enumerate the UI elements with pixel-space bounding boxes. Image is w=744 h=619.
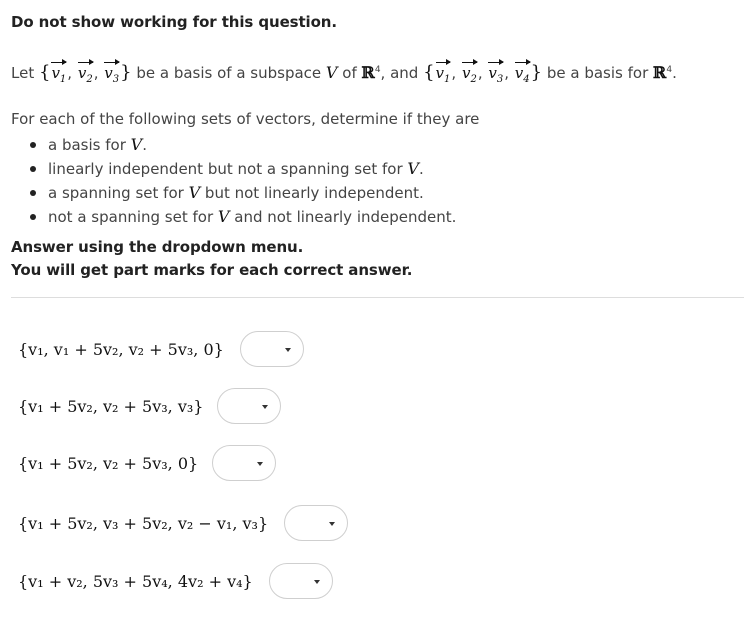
intro-exp-2: 4 [666,65,673,75]
intro-of: of [342,64,357,82]
caret-down-icon [257,462,263,466]
option-basis: a basis for V. [30,133,456,157]
intro-and: , and [380,64,419,82]
item-row [18,388,281,424]
item-row [18,563,333,599]
intro-R-2: ℝ [653,63,667,82]
divider [11,297,744,298]
caret-down-icon [329,522,335,526]
item-expression: {v₁ + 5v₂, v₃ + 5v₂, v₂ − v₁, v₃} [18,513,269,533]
instruction-heading: Do not show working for this question. [11,13,337,31]
item-row [18,505,348,541]
intro-basis-r4-text: be a basis for [546,64,649,82]
item-expression: {v₁ + 5v₂, v₂ + 5v₃, v₃} [18,396,204,416]
answer-dropdown[interactable] [240,331,304,367]
item-expression: {v₁ + 5v₂, v₂ + 5v₃, 0} [18,453,199,473]
item-expression: {v₁, v₁ + 5v₂, v₂ + 5v₃, 0} [18,339,224,359]
intro-period: . [672,64,677,82]
item-row [18,331,304,367]
option-spanning-not-independent: a spanning set for V but not linearly independent. [30,181,456,205]
intro-line: Let {$v_1$, $v_2$, $v_3$} be a basis of a subspace V of ℝ$^4$, and {$v_1$, $v_2$, $v_3$, $v_4$} be a basis for ℝ$^4$. [11,62,677,85]
intro-R: ℝ [361,63,375,82]
options-list [30,133,456,229]
marks-note: You will get part marks for each correct answer. [11,261,413,279]
intro-V: V [325,63,338,82]
option-neither: not a spanning set for V and not linearly independent. [30,205,456,229]
caret-down-icon [285,348,291,352]
answer-instruction: Answer using the dropdown menu. [11,238,304,256]
intro-exp: 4 [374,65,381,75]
intro-basis-v-text: be a basis of a subspace [136,64,322,82]
answer-dropdown[interactable] [217,388,281,424]
question-prompt: For each of the following sets of vectors, determine if they are [11,110,480,128]
item-expression: {v₁ + v₂, 5v₃ + 5v₄, 4v₂ + v₄} [18,571,253,591]
caret-down-icon [262,405,268,409]
option-independent-not-spanning: linearly independent but not a spanning set for V. [30,157,456,181]
answer-dropdown[interactable] [284,505,348,541]
item-row [18,445,276,481]
intro-let: Let [11,64,35,82]
caret-down-icon [314,580,320,584]
answer-dropdown[interactable] [269,563,333,599]
answer-dropdown[interactable] [212,445,276,481]
